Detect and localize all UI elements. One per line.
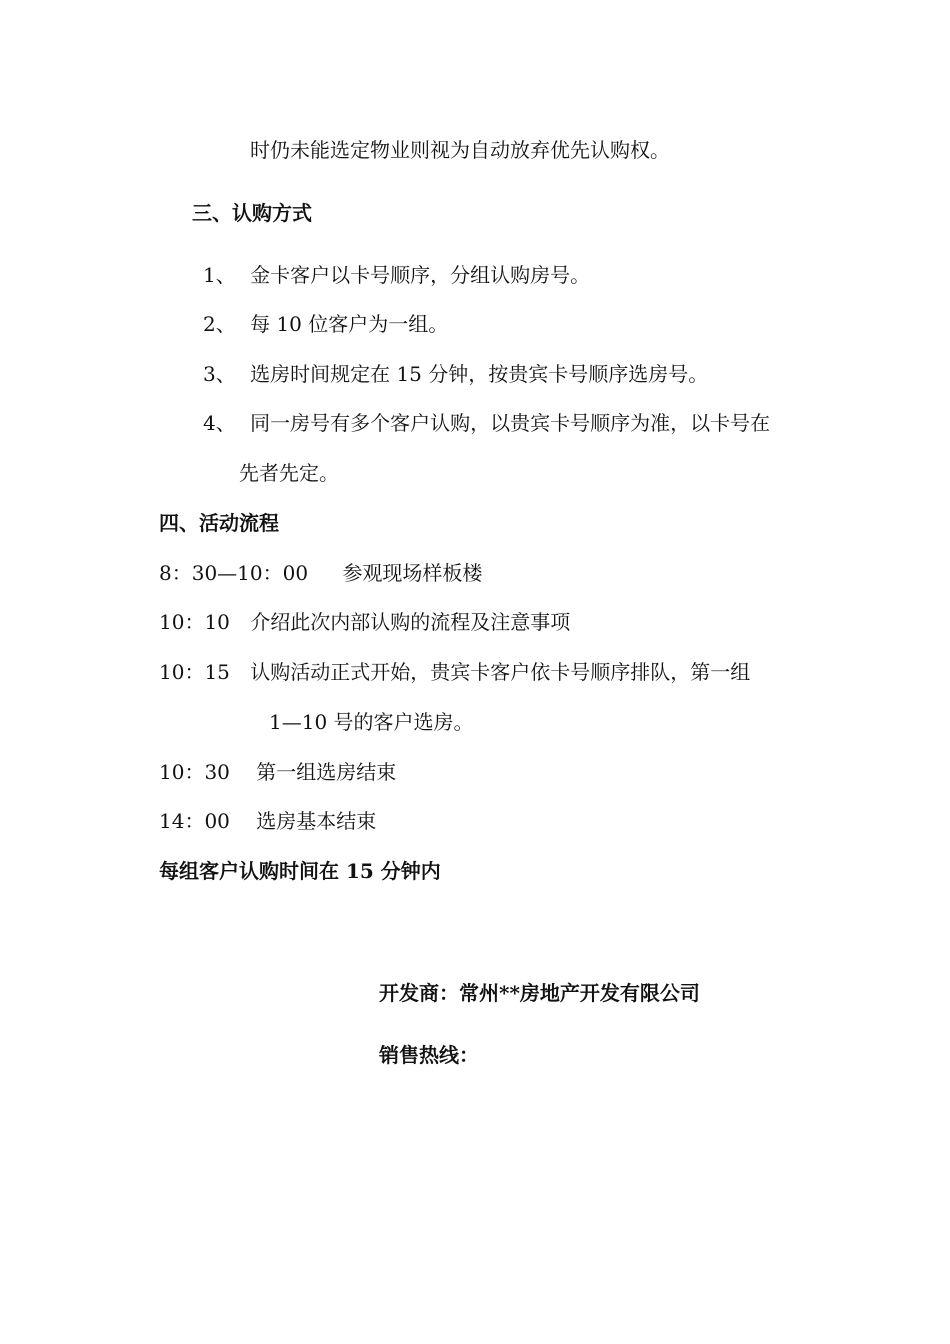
list-item-number: 4、 xyxy=(203,411,236,435)
schedule-time: 10：15 xyxy=(159,660,230,684)
sales-hotline-label: 销售热线： xyxy=(379,1043,479,1067)
list-item-number: 3、 xyxy=(203,362,236,386)
schedule-time: 10：10 xyxy=(159,610,230,634)
schedule-desc: 参观现场样板楼 xyxy=(342,561,483,585)
schedule-time: 8：30—10：00 xyxy=(159,561,309,585)
schedule-row xyxy=(159,609,570,635)
list-item xyxy=(203,410,770,436)
section-heading-event-process: 四、活动流程 xyxy=(159,511,279,535)
schedule-row xyxy=(159,808,376,834)
list-item-continuation: 先者先定。 xyxy=(239,461,339,485)
schedule-time: 10：30 xyxy=(159,760,230,784)
list-item-text: 选房时间规定在 15 分钟，按贵宾卡号顺序选房号。 xyxy=(250,362,709,386)
developer-name: 开发商：常州**房地产开发有限公司 xyxy=(379,981,700,1005)
list-item xyxy=(203,262,590,288)
schedule-row xyxy=(159,759,396,785)
schedule-desc: 认购活动正式开始，贵宾卡客户依卡号顺序排队，第一组 xyxy=(250,660,751,684)
list-item-number: 2、 xyxy=(203,312,236,336)
list-item xyxy=(203,361,708,387)
group-time-note: 每组客户认购时间在 15 分钟内 xyxy=(159,859,441,883)
schedule-desc: 第一组选房结束 xyxy=(256,760,397,784)
continuation-paragraph: 时仍未能选定物业则视为自动放弃优先认购权。 xyxy=(250,138,670,162)
list-item-text: 金卡客户以卡号顺序，分组认购房号。 xyxy=(250,263,591,287)
schedule-desc: 介绍此次内部认购的流程及注意事项 xyxy=(250,610,571,634)
list-item xyxy=(203,311,448,337)
section-heading-purchase-method: 三、认购方式 xyxy=(192,201,312,225)
schedule-row xyxy=(159,560,482,586)
schedule-desc-continuation: 1—10 号的客户选房。 xyxy=(269,710,474,734)
schedule-row xyxy=(159,659,750,685)
schedule-desc: 选房基本结束 xyxy=(256,809,377,833)
list-item-text: 同一房号有多个客户认购，以贵宾卡号顺序为准，以卡号在 xyxy=(250,411,771,435)
schedule-time: 14：00 xyxy=(159,809,230,833)
list-item-text: 每 10 位客户为一组。 xyxy=(250,312,449,336)
list-item-number: 1、 xyxy=(203,263,236,287)
